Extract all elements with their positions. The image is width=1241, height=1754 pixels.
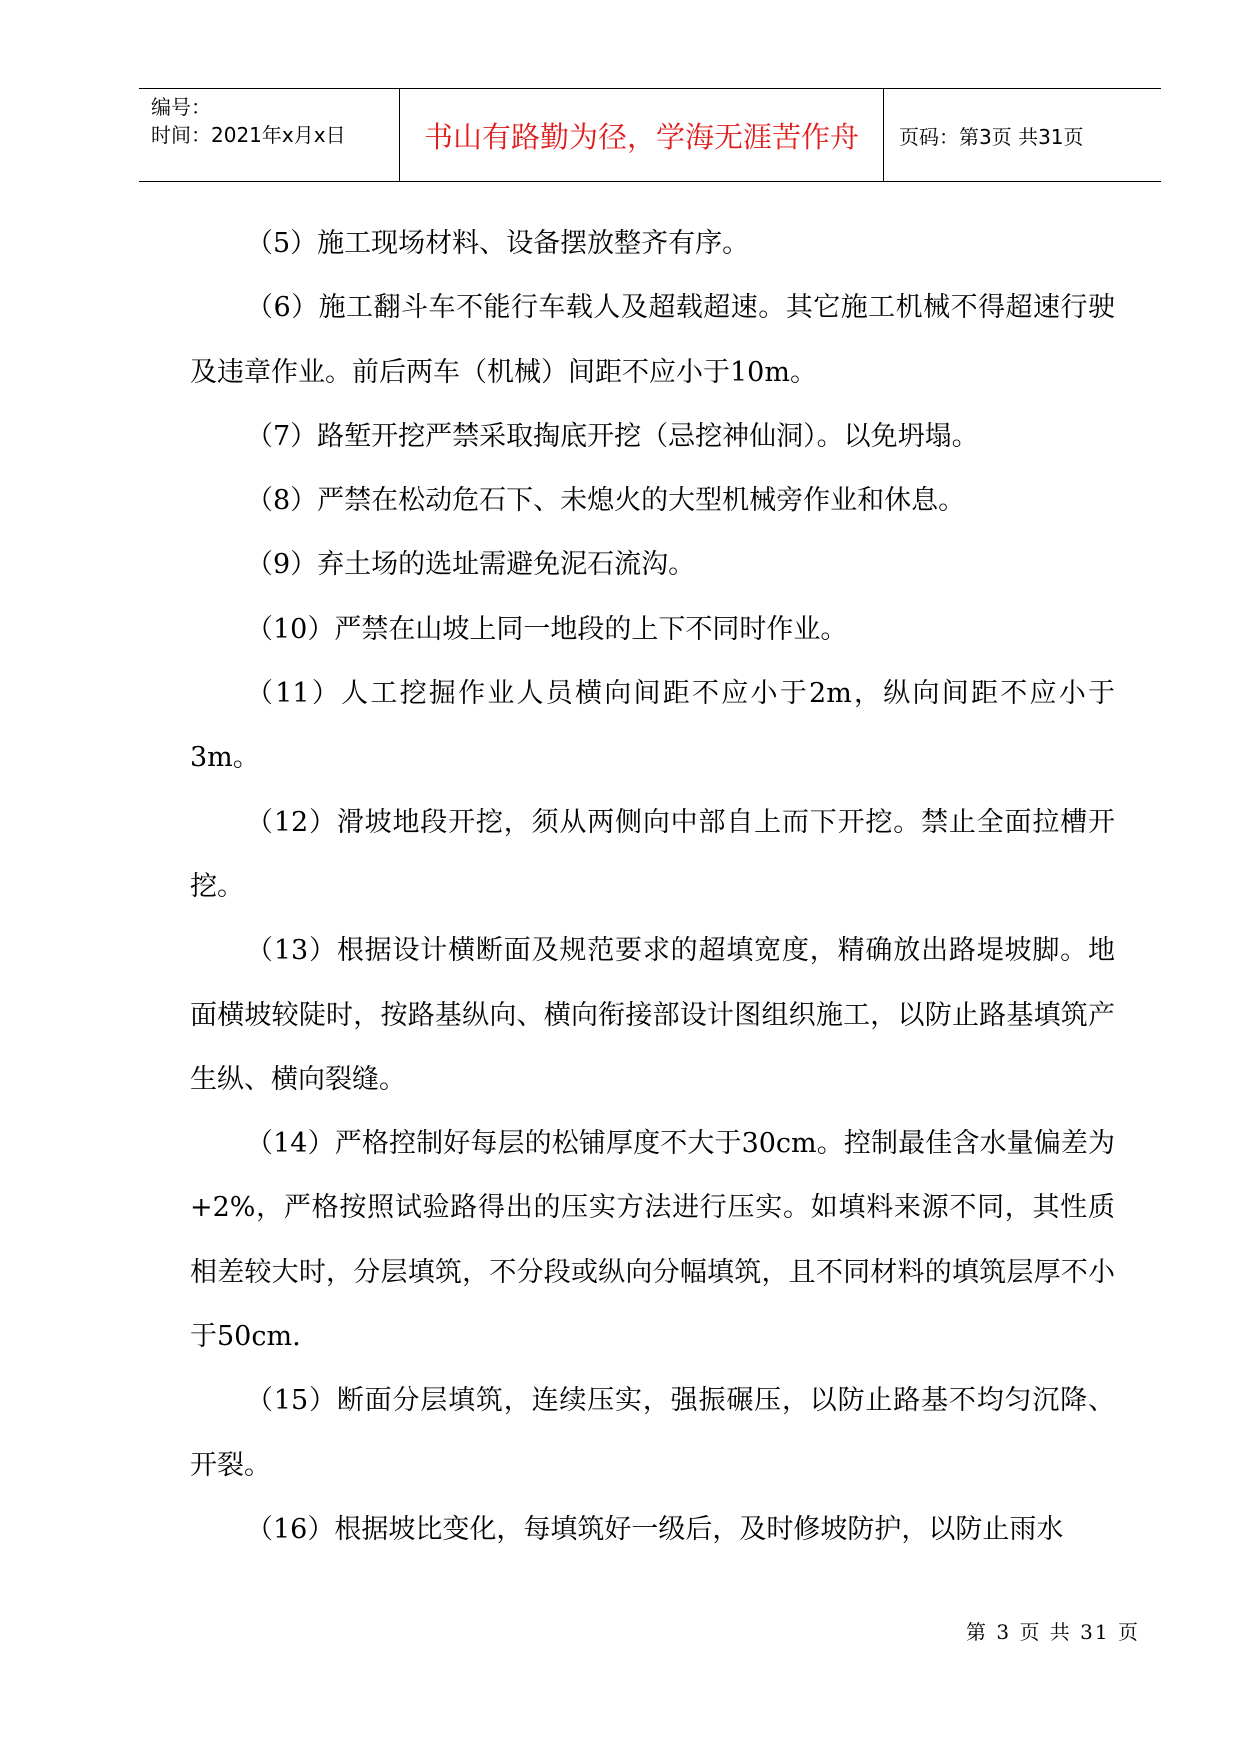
header-motto: 书山有路勤为径，学海无涯苦作舟	[423, 119, 859, 154]
paragraph-item: （16）根据坡比变化，每填筑好一级后，及时修坡防护，以防止雨水	[246, 1513, 1064, 1545]
header-divider	[883, 89, 884, 181]
header-meta	[151, 93, 346, 149]
header-page-number: 页码：第3页 共31页	[899, 124, 1084, 149]
page-header	[139, 88, 1161, 182]
document-body	[190, 212, 1115, 1562]
paragraph-item: （9）弃土场的选址需避免泥石流沟。	[246, 549, 696, 581]
document-time-label: 时间：2021年x月x日	[151, 123, 346, 147]
page-footer: 第 3 页 共 31 页	[966, 1620, 1140, 1644]
document-number-label: 编号：	[151, 95, 211, 119]
paragraph-item: （5）施工现场材料、设备摆放整齐有序。	[246, 228, 750, 259]
paragraph-item: （12）滑坡地段开挖，须从两侧向中部自上而下开挖。禁止全面拉槽开挖。	[190, 806, 1115, 902]
paragraph-item: （15）断面分层填筑，连续压实，强振碾压，以防止路基不均匀沉降、开裂。	[190, 1385, 1115, 1481]
paragraph-item: （6）施工翻斗车不能行车载人及超载超速。其它施工机械不得超速行驶及违章作业。前后两车（机械）间距不应小于10m。	[190, 292, 1115, 388]
paragraph-item: （10）严禁在山坡上同一地段的上下不同时作业。	[246, 613, 848, 645]
paragraph-item: （7）路堑开挖严禁采取掏底开挖（忌挖神仙洞）。以免坍塌。	[246, 420, 979, 452]
paragraph-item: （11）人工挖掘作业人员横向间距不应小于2m，纵向间距不应小于3m。	[190, 678, 1115, 774]
paragraph-item: （13）根据设计横断面及规范要求的超填宽度，精确放出路堤坡脚。地面横坡较陡时，按路基纵向、横向衔接部设计图组织施工，以防止路基填筑产生纵、横向裂缝。	[190, 935, 1115, 1095]
paragraph-item: （14）严格控制好每层的松铺厚度不大于30cm。控制最佳含水量偏差为+2%，严格按照试验路得出的压实方法进行压实。如填料来源不同，其性质相差较大时，分层填筑，不分段或纵向分幅填筑，且不同材料的填筑层厚不小于50cm.	[190, 1128, 1115, 1353]
paragraph-item: （8）严禁在松动危石下、未熄火的大型机械旁作业和休息。	[246, 485, 966, 517]
